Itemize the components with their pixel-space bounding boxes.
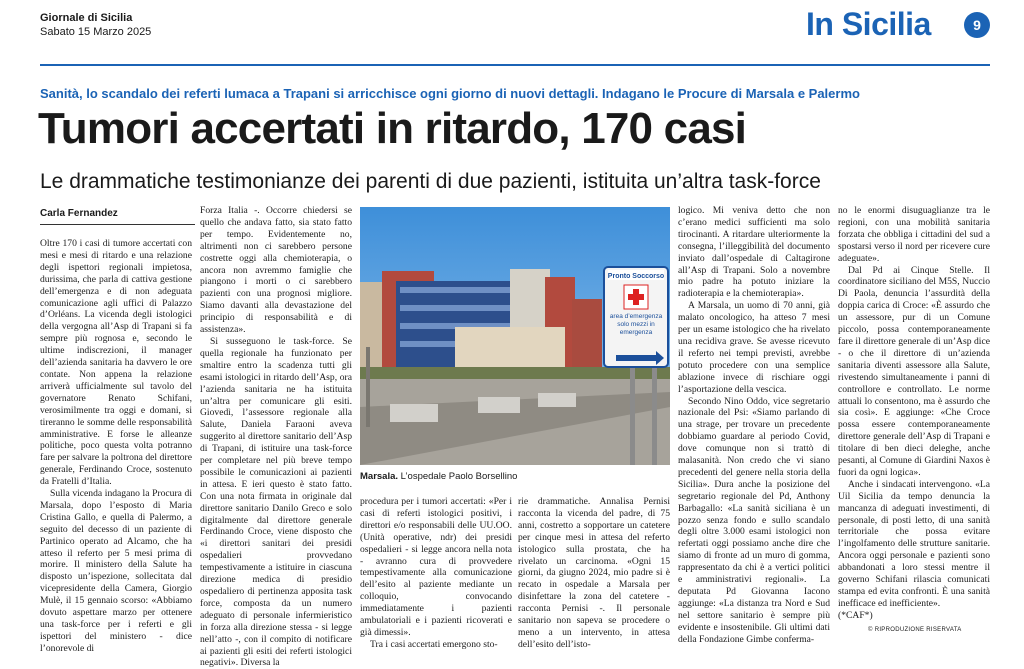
photo-caption <box>360 471 517 482</box>
caption-text: L’ospedale Paolo Borsellino <box>398 471 518 482</box>
paragraph: no le enormi disuguaglianze tra le regioni, con una mobilità sanitaria forzata che obbliga i cittadini del sud a spostarsi verso il nord per ricevere cure adeguate». <box>838 205 990 264</box>
paragraph: logico. Mi veniva detto che non c’erano medici sufficienti ma solo tirocinanti. A ritardare ulteriormente la consegna, l’illeggibilità del documento inviato dall’ospedale di Caltagirone all’Asp di Trapani. Solo a novembre mio padre ha potuto iniziare la radioterapia e la chemioterapia». <box>678 205 830 300</box>
kicker: Sanità, lo scandalo dei referti lumaca a Trapani si arricchisce ogni giorno di nuovi dettagli. Indagano le Procure di Marsala e Palermo <box>40 86 860 101</box>
page-number-badge: 9 <box>964 12 990 38</box>
sign-title: Pronto Soccorso <box>607 273 665 280</box>
paragraph: Oltre 170 i casi di tumore accertati con mesi e mesi di ritardo e una relazione degli ispettori regionali impietosa, durissima, che parla di cattiva gestione dell’emergenza e di non adeguata comunicazione agli uffici di Palazzo d’Orléans. La vicenda degli istologici della vergogna all’Asp di Trapani si fa sempre più rognosa e, secondo le ultime indiscrezioni, il manager dell’azienda sanitaria ha davvero le ore contate. Non appena la relazione arriverà ufficialmente sul tavolo del governatore Renato Schifani, verosimilmente tra oggi e domani, si tireranno le somme delle responsabilità amministrative. E forse le alleanze politiche, poco questa volta potranno fare per salvare la poltrona del direttore generale, Ferdinando Croce, sostenuto da Fratelli d’Italia. <box>40 238 192 488</box>
header-rule <box>40 64 990 66</box>
paragraph: Tra i casi accertati emergono sto- <box>370 638 498 650</box>
paragraph: Dal Pd ai Cinque Stelle. Il coordinatore siciliano del M5S, Nuccio Di Paola, denuncia l’assurdità della doppia carica di Croce: «È assurdo che un assessore, pur di un Comune piccolo, possa contemporaneamente fare il direttore generale di un’Asp dice - o che il direttore di un’azienda sanitaria diventi assessore alla Salute, rivestendo simultaneamente i panni di controllore e controllato. Le norme attuali lo consentono, ma è assurdo che sia così». E aggiunge: «Che Croce possa essere contemporaneamente direttore generale dell’Asp di Trapani e titolare di ben dieci deleghe, anche pesanti, al Comune di Giardini Naxos è fuori da ogni logica». <box>838 264 990 478</box>
paragraph: procedura per i tumori accertati: «Per i casi di referti istologici positivi, i direttori e/o responsabili delle UU.OO. (Unità operative, ndr) dei presidi ospedalieri - si legge ancora nella nota - avranno cura di provvedere tempestivamente alla comunicazione dell’esito al paziente mediante un colloquio, convocando immediatamente i pazienti ambulatoriali e i pazienti ricoverati e già dimessi». <box>360 496 512 638</box>
paragraph: Si susseguono le task-force. Se quella regionale ha funzionato per smaltire entro la scadenza tutti gli esami istologici in ritardo dell’Asp, ora l’azienda sanitaria ne ha istituita un’altra per comunicare gli esiti. Giovedì, l’assessore regionale alla Salute, Daniela Faraoni aveva suggerito al direttore sanitario dell’Asp di Trapani, di istituire una task-force per completare nel più breve tempo possibile le comunicazioni ai pazienti in attesa. E ieri questo è stato fatto. Con una nota firmata in originale dal direttore sanitario Danilo Greco e solo digitalmente dal direttore generale Ferdinando Croce, viene disposto che «i direttori sanitari dei presidi ospedalieri provvedano tempestivamente a istituire in ciascuna direzione medica di presidio ospedaliero di pertinenza apposita task force, composta da un numero adeguato di personale infermieristico in forza alla direzione stessa - si legge nell’atto -, con il compito di notificare ai pazienti gli esiti dei referti istologici negativi». Diversa la <box>200 335 352 669</box>
headline: Tumori accertati in ritardo, 170 casi <box>38 104 747 153</box>
article-column-5 <box>678 205 830 645</box>
article-column-2 <box>200 205 352 669</box>
byline-rule <box>40 224 195 225</box>
author-initials: (*CAF*) <box>838 609 873 621</box>
subheadline: Le drammatiche testimonianze dei parenti di due pazienti, istituita un’altra task-force <box>40 170 821 193</box>
article-column-4 <box>518 496 670 650</box>
section-title: In Sicilia <box>806 6 931 42</box>
paragraph: Secondo Nino Oddo, vice segretario nazionale del Psi: «Siamo parlando di una strage, per trovare un precedente dobbiamo guardare al periodo Covid, dove comunque non si trattò di malasanità. Non credo che vi siano precedenti del genere nella storia della Sicilia». Dura anche la posizione del segretario regionale del Pd, Anthony Barbagallo: «La sanità siciliana è un pozzo senza fondo e sullo scandalo degli oltre 3.000 esami istologici non refertati oggi possiamo anche dire che siamo di fronte ad un muro di gomma, rappresentato da chi è a vertici politici e amministrativi regionali». La deputata Pd Giovanna Iacono aggiunge: «La distanza tra Nord e Sud nel settore sanitario è sempre più evidente e insostenibile. Gli ultimi dati della Fondazione Gimbe conferma- <box>678 395 830 645</box>
paragraph: A Marsala, un uomo di 70 anni, già malato oncologico, ha atteso 7 mesi per un esame istologico che ha rivelato una recidiva grave. Se avesse ricevuto il referto nei tempi previsti, avrebbe potuto procedere con una semplice ablazione invece di rischiare oggi l’asportazione della vescica. <box>678 300 830 395</box>
paragraph: Anche i sindacati intervengono. «La Uil Sicilia da tempo denuncia la mancanza di adeguati investimenti, di personale, di posti letto, di una sanità territoriale che possa evitare l’ingolfamento delle strutture sanitarie. Ancora oggi personale e pazienti sono abbandonati a loro stessi mentre il governo Schifani rilascia comunicati stampa ed evita confronti. È una sanità inefficace ed inefficiente». <box>838 478 990 609</box>
byline: Carla Fernandez <box>40 208 118 219</box>
caption-place: Marsala. <box>360 471 399 482</box>
hospital-photo <box>360 207 670 465</box>
article-column-6 <box>838 205 990 625</box>
reproduction-notice: © RIPRODUZIONE RISERVATA <box>868 627 962 633</box>
paragraph: Forza Italia -. Occorre chiedersi se quello che andava fatto, sia stato fatto per tempo. Evidentemente no, altrimenti non ci sarebbero persone costrette oggi alla chemioterapia, o ancora non avremmo famiglie che piangono i morti o ci sarebbero pazienti con una prognosi migliore. Siamo davanti alla devastazione del principio di responsabilità e di assistenza». <box>200 205 352 336</box>
hospital-photo-illustration <box>360 207 670 465</box>
paragraph: rie drammatiche. Annalisa Pernisi racconta la vicenda del padre, di 75 anni, costretto a sopportare un catetere per cinque mesi in attesa del referto istologico sulla prostata, che ha rivelato un carcinoma. «Ogni 15 giorni, da giugno 2024, mio padre si è recato in ospedale a Marsala per disinfettare la zona del catetere - racconta Pernisi -. Il personale sanitario non sapeva se procedere o meno a un intervento, in attesa dell’esito dell’isto- <box>518 496 670 650</box>
article-column-3 <box>360 496 512 650</box>
sign-text: area d’emergenza solo mezzi in emergenza <box>609 313 663 336</box>
issue-date: Sabato 15 Marzo 2025 <box>40 26 152 38</box>
article-column-1 <box>40 238 192 654</box>
paragraph: Sulla vicenda indagano la Procura di Marsala, dopo l’esposto di Maria Cristina Gallo, e quella di Palermo, a seguito del decesso di un paziente di Partinico operato ad Alcamo, che ha atteso il referto per 5 mesi prima di morire. Il ministero della Salute ha disposto un’ispezione, sollecitata dal vicepresidente della Camera, Giorgio Mulè, il 15 gennaio scorso: «Abbiamo dovuto aspettare marzo per ottenere una task-force per i referti e gli ispettori del ministero - dice l’onorevole di <box>40 488 192 654</box>
newspaper-name: Giornale di Sicilia <box>40 12 133 24</box>
